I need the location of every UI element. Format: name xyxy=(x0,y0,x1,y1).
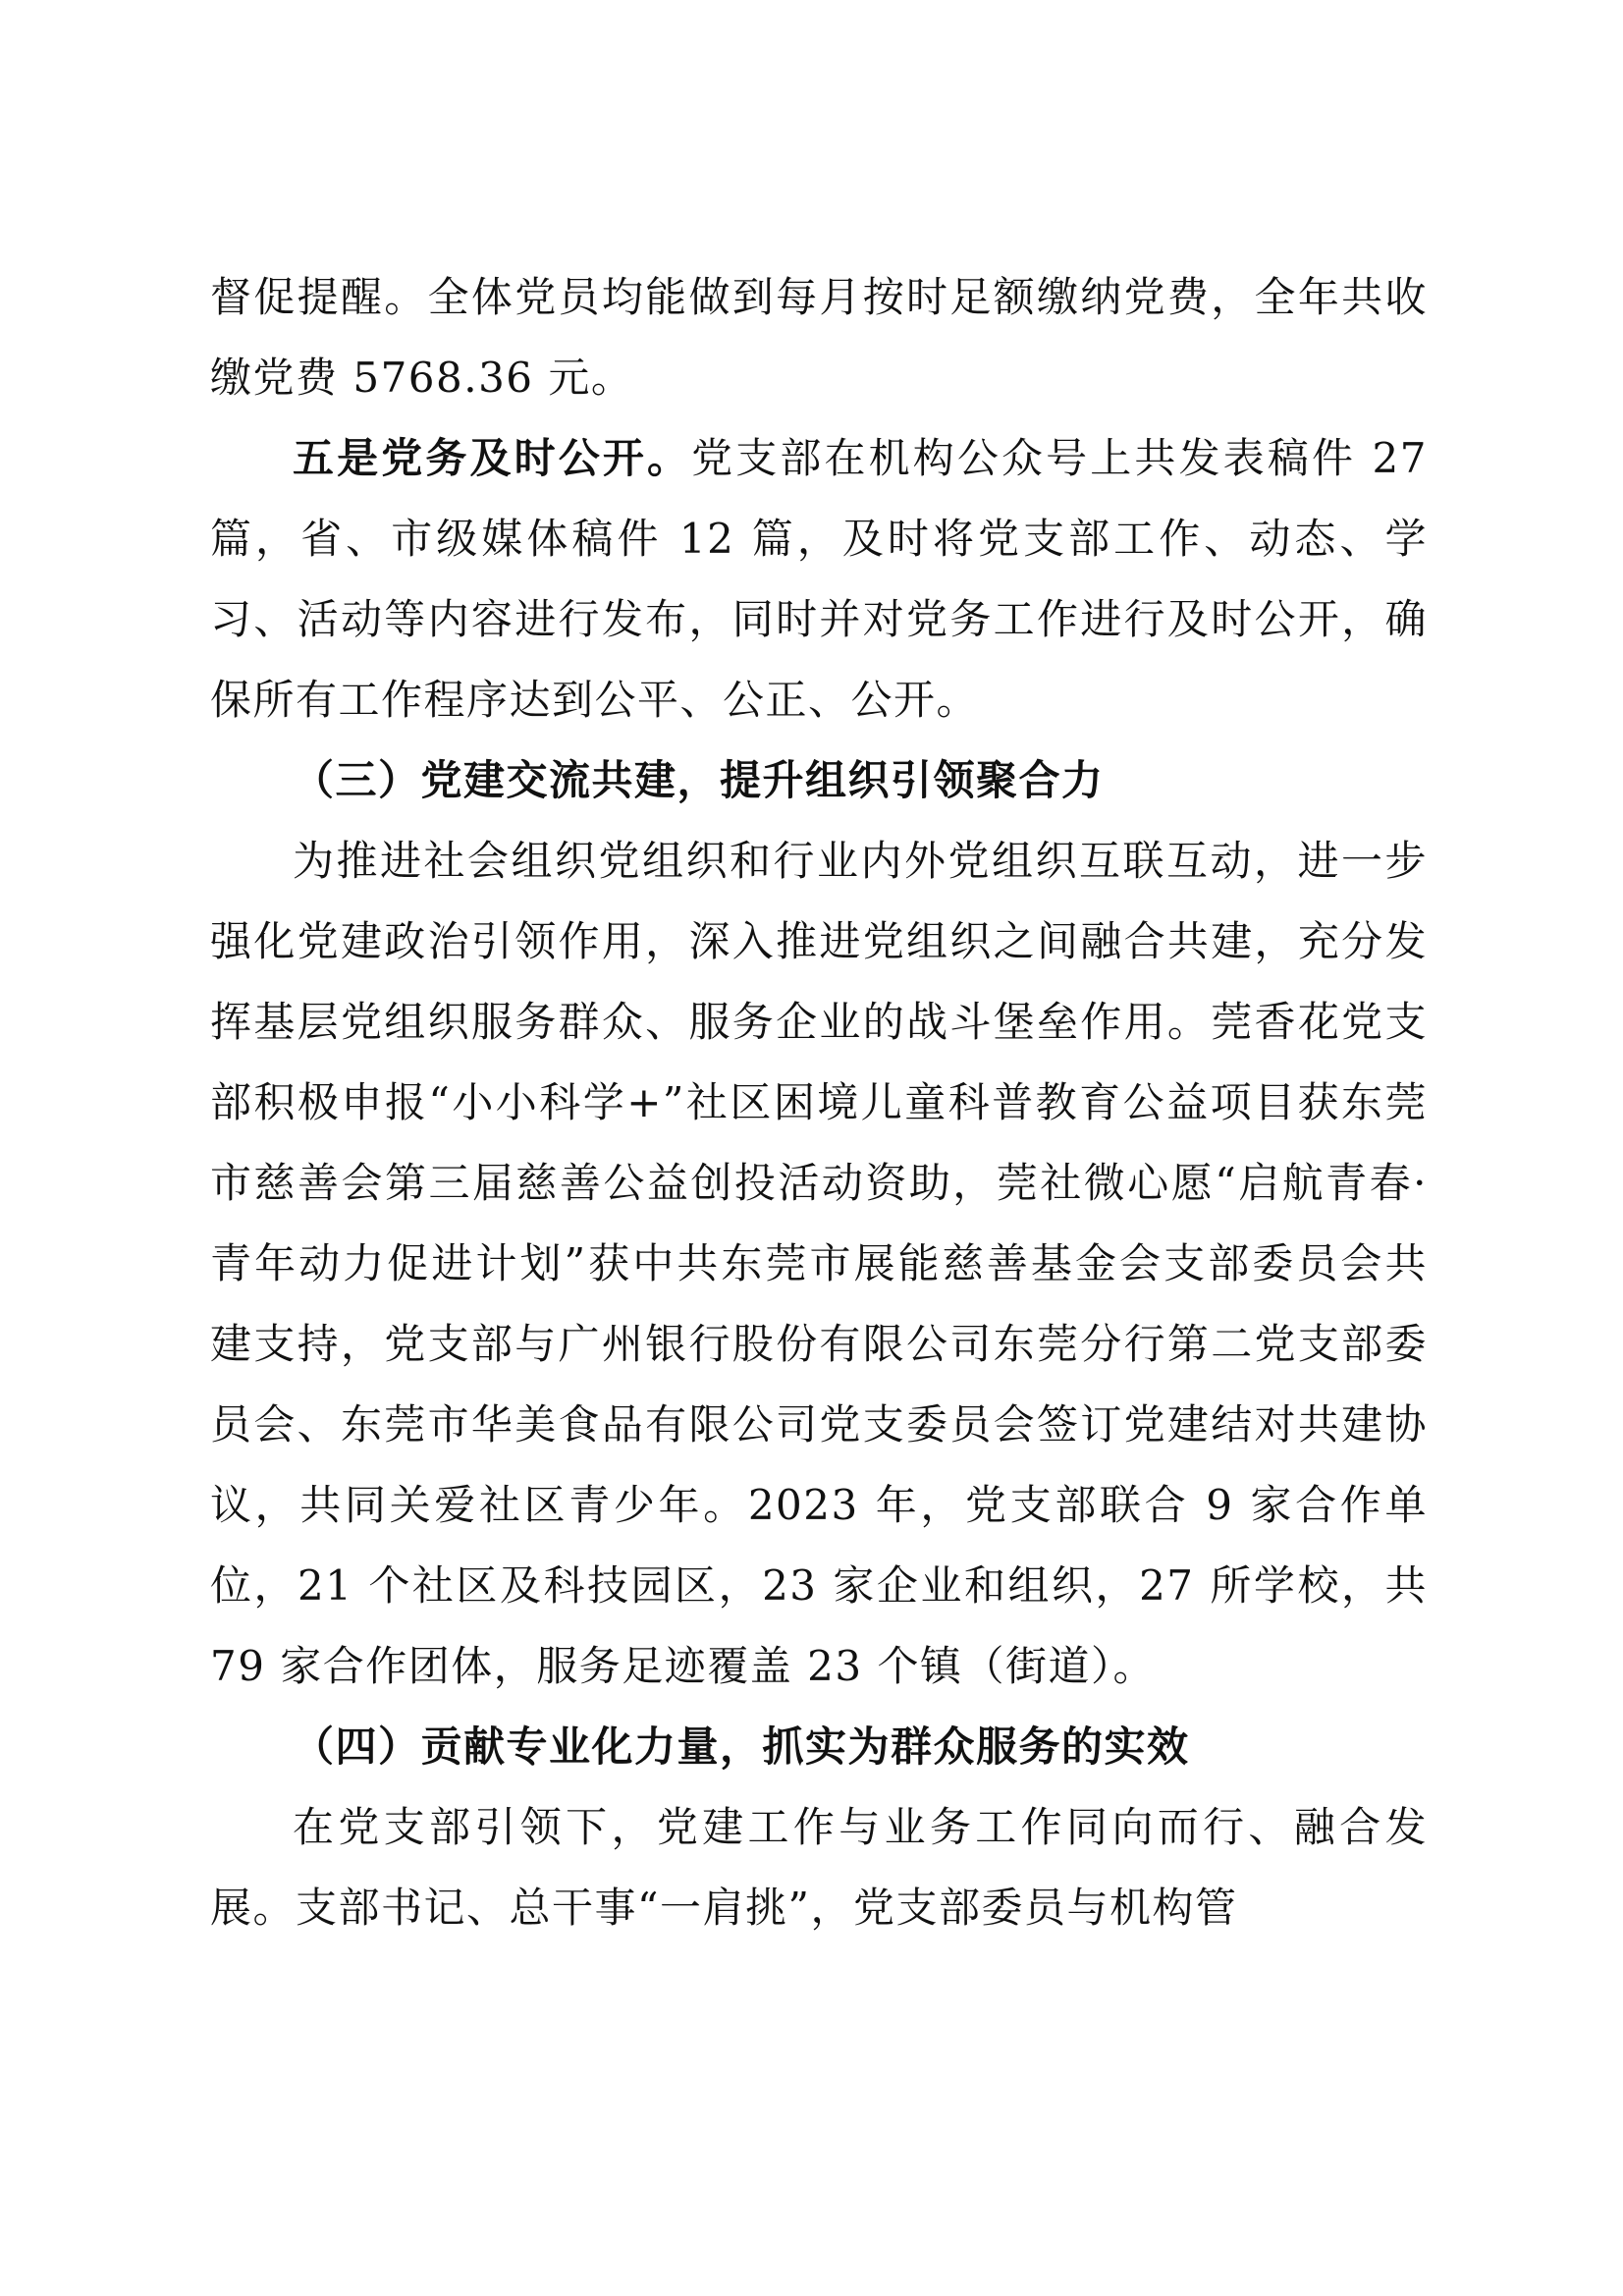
paragraph-lead: 五是党务及时公开。 xyxy=(293,434,692,482)
paragraph-party-fee: 督促提醒。全体党员均能做到每月按时足额缴纳党费，全年共收缴党费 5768.36 元。 xyxy=(210,273,1428,402)
paragraph-text: 党支部在机构公众号上共发表稿件 27 篇，省、市级媒体稿件 12 篇，及时将党支部工作、动态、学习、活动等内容进行发布，同时并对党务工作进行及时公开，确保所有工作程序达到公平、公正、公开。 xyxy=(210,434,1428,724)
paragraph-disclosure xyxy=(210,418,1428,740)
paragraph-co-building: 为推进社会组织党组织和行业内外党组织互联互动，进一步强化党建政治引领作用，深入推进党组织之间融合共建，充分发挥基层党组织服务群众、服务企业的战斗堡垒作用。莞香花党支部积极申报“小小科学+”社区困境儿童科普教育公益项目获东莞市慈善会第三届慈善公益创投活动资助，莞社微心愿“启航青春·青年动力促进计划”获中共东莞市展能慈善基金会支部委员会共建支持，党支部与广州银行股份有限公司东莞分行第二党支部委员会、东莞市华美食品有限公司党支委员会签订党建结对共建协议，共同关爱社区青少年。2023 年，党支部联合 9 家合作单位，21 个社区及科技园区，23 家企业和组织，27 所学校，共 79 家合作团体，服务足迹覆盖 23 个镇（街道）。 xyxy=(210,837,1428,1690)
document-body xyxy=(210,257,1428,1948)
section-heading-3: （三）党建交流共建，提升组织引领聚合力 xyxy=(293,756,1105,804)
section-heading-4: （四）贡献专业化力量，抓实为群众服务的实效 xyxy=(293,1722,1190,1771)
paragraph-professional-service: 在党支部引领下，党建工作与业务工作同向而行、融合发展。支部书记、总干事“一肩挑”，党支部委员与机构管 xyxy=(210,1803,1428,1932)
